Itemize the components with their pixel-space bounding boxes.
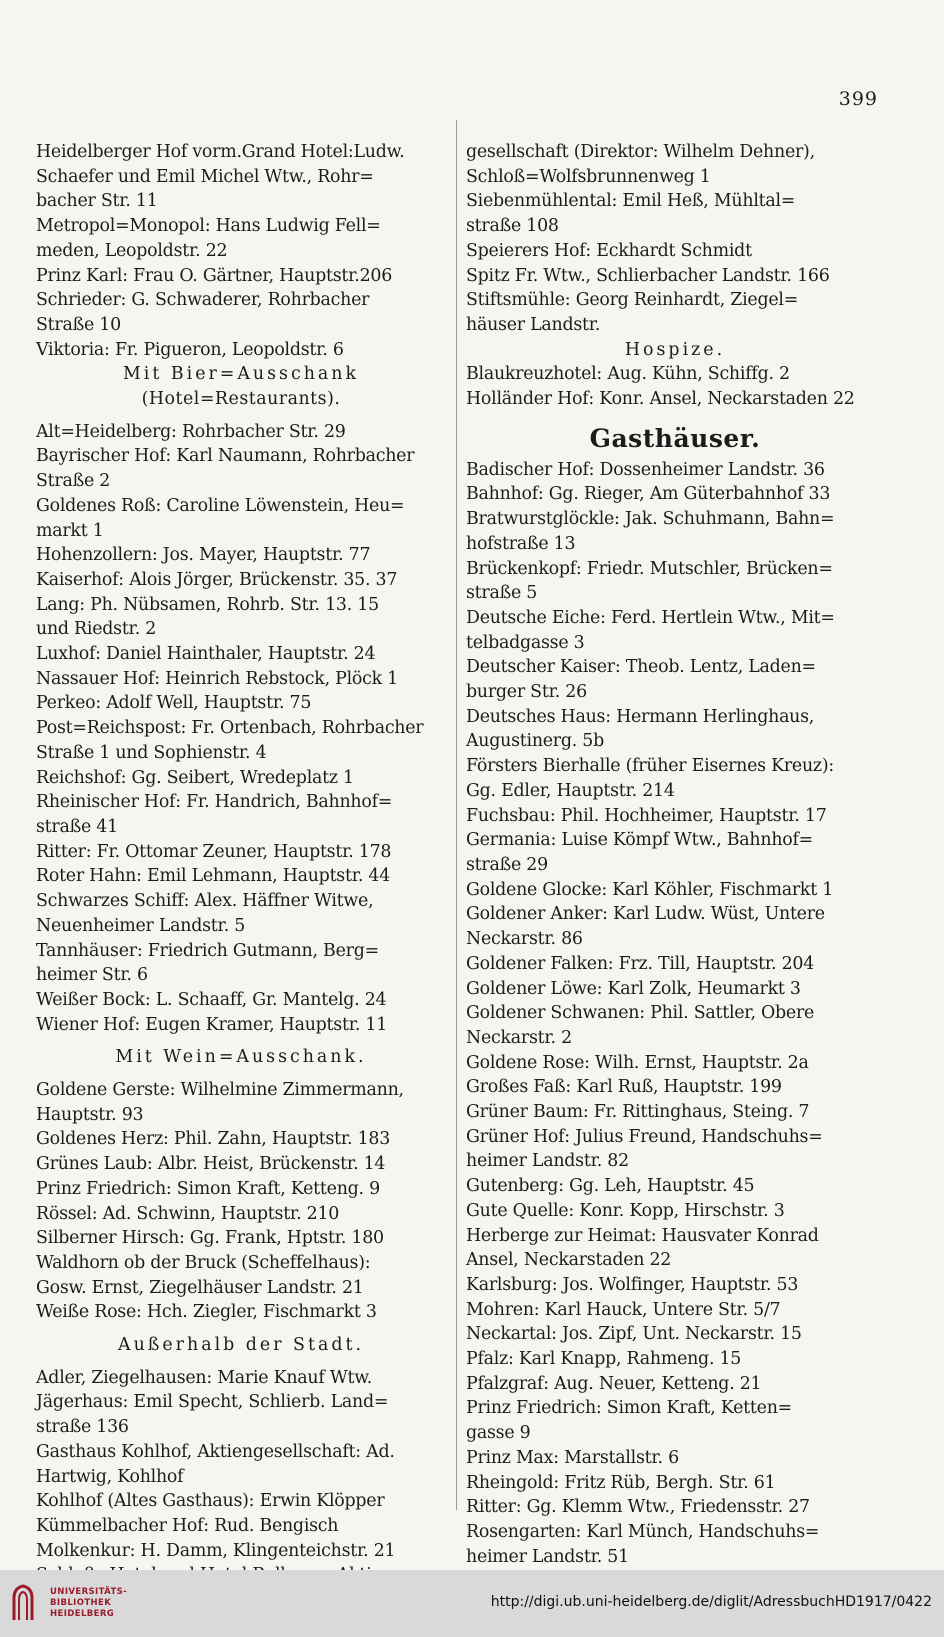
entry-line: Straße 10 (36, 314, 121, 335)
directory-entry (466, 1298, 884, 1323)
entry-line: Neuenheimer Landstr. 5 (36, 915, 246, 936)
directory-entry (466, 1001, 884, 1050)
entry-line: Holländer Hof: Konr. Ansel, Neckarstaden 22 (466, 389, 855, 410)
entry-line: Goldene Gerste: Wilhelmine Zimmermann, (36, 1080, 404, 1101)
directory-entry (466, 804, 884, 829)
directory-entry (36, 1152, 446, 1177)
entry-line: Pfalz: Karl Knapp, Rahmeng. 15 (466, 1349, 742, 1370)
entry-line: Hospize. (624, 339, 726, 360)
entry-line: Rheingold: Fritz Rüb, Bergh. Str. 61 (466, 1472, 776, 1493)
directory-entry (36, 642, 446, 667)
entry-line: Prinz Friedrich: Simon Kraft, Ketteng. 9 (36, 1178, 380, 1199)
directory-entry (466, 458, 884, 483)
entry-line: burger Str. 26 (466, 682, 587, 703)
directory-entry (466, 482, 884, 507)
directory-entry (466, 1446, 884, 1471)
spacer (36, 1358, 446, 1366)
entry-line: Hartwig, Kohlhof (36, 1466, 184, 1487)
entry-line: Mohren: Karl Hauck, Untere Str. 5/7 (466, 1299, 781, 1320)
entry-line: Viktoria: Fr. Pigueron, Leopoldstr. 6 (36, 339, 344, 360)
directory-entry (36, 1514, 446, 1539)
entry-line: Bratwurstglöckle: Jak. Schuhmann, Bahn= (466, 509, 835, 530)
section-heading (36, 1333, 446, 1358)
directory-entry (466, 362, 884, 387)
entry-line: Gg. Edler, Hauptstr. 214 (466, 780, 675, 801)
directory-entry (36, 766, 446, 791)
directory-entry (466, 1372, 884, 1397)
entry-line: Mit Bier=Ausschank (122, 364, 360, 385)
entry-line: Goldene Rose: Wilh. Ernst, Hauptstr. 2a (466, 1052, 809, 1073)
entry-line: Speierers Hof: Eckhardt Schmidt (466, 240, 752, 261)
directory-entry (36, 1078, 446, 1127)
entry-line: Außerhalb der Stadt. (118, 1335, 364, 1356)
entry-line: Prinz Friedrich: Simon Kraft, Ketten= (466, 1398, 792, 1419)
directory-entry (466, 507, 884, 556)
entry-line: Reichshof: Gg. Seibert, Wredeplatz 1 (36, 767, 354, 788)
entry-line: Gute Quelle: Konr. Kopp, Hirschstr. 3 (466, 1200, 785, 1221)
entry-line: Wiener Hof: Eugen Kramer, Hauptstr. 11 (36, 1014, 388, 1035)
directory-entry (466, 1495, 884, 1520)
entry-line: Perkeo: Adolf Well, Hauptstr. 75 (36, 693, 312, 714)
entry-line: Karlsburg: Jos. Wolfinger, Hauptstr. 53 (466, 1274, 799, 1295)
entry-line: Goldener Schwanen: Phil. Sattler, Obere (466, 1003, 815, 1024)
logo-line: HEIDELBERG (50, 1609, 115, 1619)
directory-entry (466, 1051, 884, 1076)
entry-line: bacher Str. 11 (36, 191, 158, 212)
directory-entry (466, 1199, 884, 1224)
entry-line: Spitz Fr. Wtw., Schlierbacher Landstr. 166 (466, 265, 830, 286)
entry-line: Grüner Baum: Fr. Rittinghaus, Steing. 7 (466, 1102, 810, 1123)
entry-line: meden, Leopoldstr. 22 (36, 240, 228, 261)
logo-line: BIBLIOTHEK (50, 1598, 112, 1608)
entry-line: Siebenmühlental: Emil Heß, Mühltal= (466, 191, 796, 212)
entry-line: straße 29 (466, 854, 548, 875)
directory-entry (36, 338, 446, 363)
entry-line: Badischer Hof: Dossenheimer Landstr. 36 (466, 459, 825, 480)
entry-line: Adler, Ziegelhausen: Marie Knauf Wtw. (36, 1367, 373, 1388)
entry-line: hofstraße 13 (466, 533, 576, 554)
entry-line: Kümmelbacher Hof: Rud. Bengisch (36, 1515, 339, 1536)
entry-line: Neckartal: Jos. Zipf, Unt. Neckarstr. 15 (466, 1324, 802, 1345)
directory-entry (466, 1322, 884, 1347)
entry-line: Gasthäuser. (589, 423, 761, 453)
directory-entry (36, 667, 446, 692)
directory-entry (466, 754, 884, 803)
directory-entry (36, 790, 446, 839)
entry-line: Rössel: Ad. Schwinn, Hauptstr. 210 (36, 1203, 340, 1224)
entry-line: Alt=Heidelberg: Rohrbacher Str. 29 (36, 421, 346, 442)
entry-line: Jägerhaus: Emil Specht, Schlierb. Land= (36, 1392, 389, 1413)
directory-entry (36, 1177, 446, 1202)
entry-line: Deutscher Kaiser: Theob. Lentz, Laden= (466, 657, 816, 678)
directory-entry (466, 977, 884, 1002)
directory-entry (36, 1251, 446, 1300)
directory-entry (36, 444, 446, 493)
spacer (36, 1037, 446, 1045)
directory-entry (36, 988, 446, 1013)
entry-line: gesellschaft (Direktor: Wilhelm Dehner), (466, 142, 815, 162)
entry-line: Bahnhof: Gg. Rieger, Am Güterbahnhof 33 (466, 484, 831, 505)
entry-line: (Hotel=Restaurants). (141, 389, 341, 410)
directory-entry (466, 1471, 884, 1496)
entry-line: Tannhäuser: Friedrich Gutmann, Berg= (36, 940, 379, 961)
main-section-heading (466, 422, 884, 456)
entry-line: Schwarzes Schiff: Alex. Häffner Witwe, (36, 891, 374, 912)
entry-line: Roter Hahn: Emil Lehmann, Hauptstr. 44 (36, 866, 391, 887)
directory-entry (466, 902, 884, 951)
spacer (36, 412, 446, 420)
entry-line: gasse 9 (466, 1423, 531, 1444)
directory-entry (36, 593, 446, 642)
entry-line: Ritter: Fr. Ottomar Zeuner, Hauptstr. 178 (36, 841, 392, 862)
entry-line: und Riedstr. 2 (36, 619, 157, 640)
entry-line: heimer Landstr. 51 (466, 1546, 629, 1567)
directory-entry (36, 568, 446, 593)
directory-entry (466, 606, 884, 655)
entry-line: Weißer Bock: L. Schaaff, Gr. Mantelg. 24 (36, 989, 387, 1010)
entry-line: Mit Wein=Ausschank. (115, 1047, 367, 1068)
section-heading (36, 362, 446, 387)
directory-entry (36, 140, 446, 214)
directory-entry (466, 1125, 884, 1174)
entry-line: Prinz Karl: Frau O. Gärtner, Hauptstr.206 (36, 265, 393, 286)
university-library-logo-icon (10, 1584, 36, 1622)
entry-line: Hauptstr. 93 (36, 1104, 144, 1125)
entry-line: Schaefer und Emil Michel Wtw., Rohr= (36, 166, 374, 187)
entry-line: straße 108 (466, 216, 559, 237)
directory-entry (36, 864, 446, 889)
entry-line: Bayrischer Hof: Karl Naumann, Rohrbacher (36, 446, 415, 467)
entry-line: Straße 2 (36, 471, 111, 492)
entry-line: Grüner Hof: Julius Freund, Handschuhs= (466, 1126, 823, 1147)
entry-line: heimer Landstr. 82 (466, 1151, 629, 1172)
entry-line: Blaukreuzhotel: Aug. Kühn, Schiffg. 2 (466, 364, 790, 385)
entry-line: Goldener Löwe: Karl Zolk, Heumarkt 3 (466, 978, 801, 999)
entry-line: Herberge zur Heimat: Hausvater Konrad (466, 1225, 819, 1246)
entry-line: Gutenberg: Gg. Leh, Hauptstr. 45 (466, 1176, 755, 1197)
spacer (36, 1070, 446, 1078)
directory-entry (466, 705, 884, 754)
entry-line: Grünes Laub: Albr. Heist, Brückenstr. 14 (36, 1154, 386, 1175)
directory-entry (36, 716, 446, 765)
entry-line: Großes Faß: Karl Ruß, Hauptstr. 199 (466, 1077, 782, 1098)
entry-line: Goldene Glocke: Karl Köhler, Fischmarkt 1 (466, 879, 834, 900)
directory-entry (36, 264, 446, 289)
entry-line: Prinz Max: Marstallstr. 6 (466, 1447, 679, 1468)
entry-line: Pfalzgraf: Aug. Neuer, Ketteng. 21 (466, 1373, 762, 1394)
directory-entry (466, 264, 884, 289)
directory-entry (36, 420, 446, 445)
entry-line: Goldener Anker: Karl Ludw. Wüst, Untere (466, 904, 825, 925)
directory-entry (466, 1347, 884, 1372)
directory-entry (36, 1300, 446, 1325)
entry-line: Heidelberger Hof vorm.Grand Hotel:Ludw. (36, 142, 405, 162)
entry-line: Försters Bierhalle (früher Eisernes Kreuz): (466, 756, 834, 777)
entry-line: Lang: Ph. Nübsamen, Rohrb. Str. 13. 15 (36, 594, 379, 615)
directory-entry (466, 387, 884, 412)
entry-line: Gosw. Ernst, Ziegelhäuser Landstr. 21 (36, 1277, 364, 1298)
entry-line: Nassauer Hof: Heinrich Rebstock, Plöck 1 (36, 668, 398, 689)
directory-entry (36, 1202, 446, 1227)
logo-line: UNIVERSITÄTS- (50, 1587, 128, 1597)
entry-line: Schrieder: G. Schwaderer, Rohrbacher (36, 290, 370, 311)
entry-line: Schloß=Wolfsbrunnenweg 1 (466, 166, 711, 187)
directory-entry (466, 1396, 884, 1445)
entry-line: Goldenes Roß: Caroline Löwenstein, Heu= (36, 495, 405, 516)
directory-entry (466, 1520, 884, 1569)
directory-entry (466, 239, 884, 264)
directory-entry (36, 1440, 446, 1489)
entry-line: Waldhorn ob der Bruck (Scheffelhaus): (36, 1252, 371, 1273)
directory-entry (466, 1224, 884, 1273)
directory-entry (36, 1127, 446, 1152)
left-column (36, 140, 446, 1588)
directory-entry (36, 1489, 446, 1514)
entry-line: Molkenkur: H. Damm, Klingenteichstr. 21 (36, 1540, 396, 1561)
entry-line: Silberner Hirsch: Gg. Frank, Hptstr. 180 (36, 1228, 384, 1249)
directory-entry (466, 952, 884, 977)
entry-line: Kohlhof (Altes Gasthaus): Erwin Klöpper (36, 1491, 385, 1512)
entry-line: Ansel, Neckarstaden 22 (466, 1250, 672, 1271)
directory-entry (36, 691, 446, 716)
section-subheading (36, 387, 446, 412)
directory-entry (466, 288, 884, 337)
source-url-link[interactable]: http://digi.ub.uni-heidelberg.de/diglit/AdressbuchHD1917/0422 (490, 1594, 932, 1610)
page-number: 399 (838, 88, 878, 110)
entry-line: Goldener Falken: Frz. Till, Hauptstr. 204 (466, 953, 815, 974)
entry-line: telbadgasse 3 (466, 632, 585, 653)
section-heading (36, 1045, 446, 1070)
entry-line: Gasthaus Kohlhof, Aktiengesellschaft: Ad. (36, 1441, 395, 1462)
directory-entry (466, 557, 884, 606)
entry-line: Metropol=Monopol: Hans Ludwig Fell= (36, 216, 381, 237)
directory-entry (466, 189, 884, 238)
section-heading (466, 338, 884, 363)
column-divider (456, 120, 457, 1510)
directory-entry (36, 1390, 446, 1439)
directory-entry (36, 1013, 446, 1038)
entry-line: Rheinischer Hof: Fr. Handrich, Bahnhof= (36, 792, 393, 813)
directory-entry (466, 1075, 884, 1100)
directory-entry (466, 1273, 884, 1298)
directory-entry (36, 543, 446, 568)
directory-entry (36, 1366, 446, 1391)
entry-line: Deutsches Haus: Hermann Herlinghaus, (466, 706, 815, 727)
directory-entry (36, 1539, 446, 1564)
entry-line: Rosengarten: Karl Münch, Handschuhs= (466, 1521, 820, 1542)
entry-line: Augustinerg. 5b (466, 731, 605, 752)
directory-entry (466, 1100, 884, 1125)
library-logo-text (50, 1587, 127, 1620)
entry-line: Stiftsmühle: Georg Reinhardt, Ziegel= (466, 290, 799, 311)
entry-line: straße 136 (36, 1417, 129, 1438)
entry-line: Fuchsbau: Phil. Hochheimer, Hauptstr. 17 (466, 805, 827, 826)
directory-entry (36, 494, 446, 543)
footer-bar (0, 1570, 944, 1637)
directory-entry (36, 288, 446, 337)
entry-line: Goldenes Herz: Phil. Zahn, Hauptstr. 183 (36, 1129, 391, 1150)
directory-entry (466, 655, 884, 704)
entry-line: Weiße Rose: Hch. Ziegler, Fischmarkt 3 (36, 1302, 377, 1323)
directory-entry (36, 214, 446, 263)
directory-entry (36, 1226, 446, 1251)
entry-line: Neckarstr. 86 (466, 929, 583, 950)
directory-entry (466, 1174, 884, 1199)
entry-line: Hohenzollern: Jos. Mayer, Hauptstr. 77 (36, 545, 371, 566)
entry-line: straße 41 (36, 816, 118, 837)
entry-line: markt 1 (36, 520, 104, 541)
entry-line: Neckarstr. 2 (466, 1027, 572, 1048)
directory-entry (466, 828, 884, 877)
directory-entry (36, 840, 446, 865)
entry-line: straße 5 (466, 583, 538, 604)
entry-line: Post=Reichspost: Fr. Ortenbach, Rohrbacher (36, 718, 424, 739)
right-column (466, 140, 884, 1594)
entry-line: heimer Str. 6 (36, 965, 148, 986)
directory-entry (466, 878, 884, 903)
entry-line: Kaiserhof: Alois Jörger, Brückenstr. 35. 37 (36, 569, 398, 590)
entry-line: Brückenkopf: Friedr. Mutschler, Brücken= (466, 558, 833, 579)
entry-line: Straße 1 und Sophienstr. 4 (36, 742, 267, 763)
spacer (36, 1325, 446, 1333)
directory-entry (466, 140, 884, 189)
directory-entry (36, 889, 446, 938)
entry-line: häuser Landstr. (466, 314, 601, 335)
directory-entry (36, 939, 446, 988)
entry-line: Deutsche Eiche: Ferd. Hertlein Wtw., Mit= (466, 607, 835, 628)
entry-line: Luxhof: Daniel Hainthaler, Hauptstr. 24 (36, 644, 376, 665)
entry-line: Ritter: Gg. Klemm Wtw., Friedensstr. 27 (466, 1497, 810, 1518)
entry-line: Germania: Luise Kömpf Wtw., Bahnhof= (466, 830, 814, 851)
